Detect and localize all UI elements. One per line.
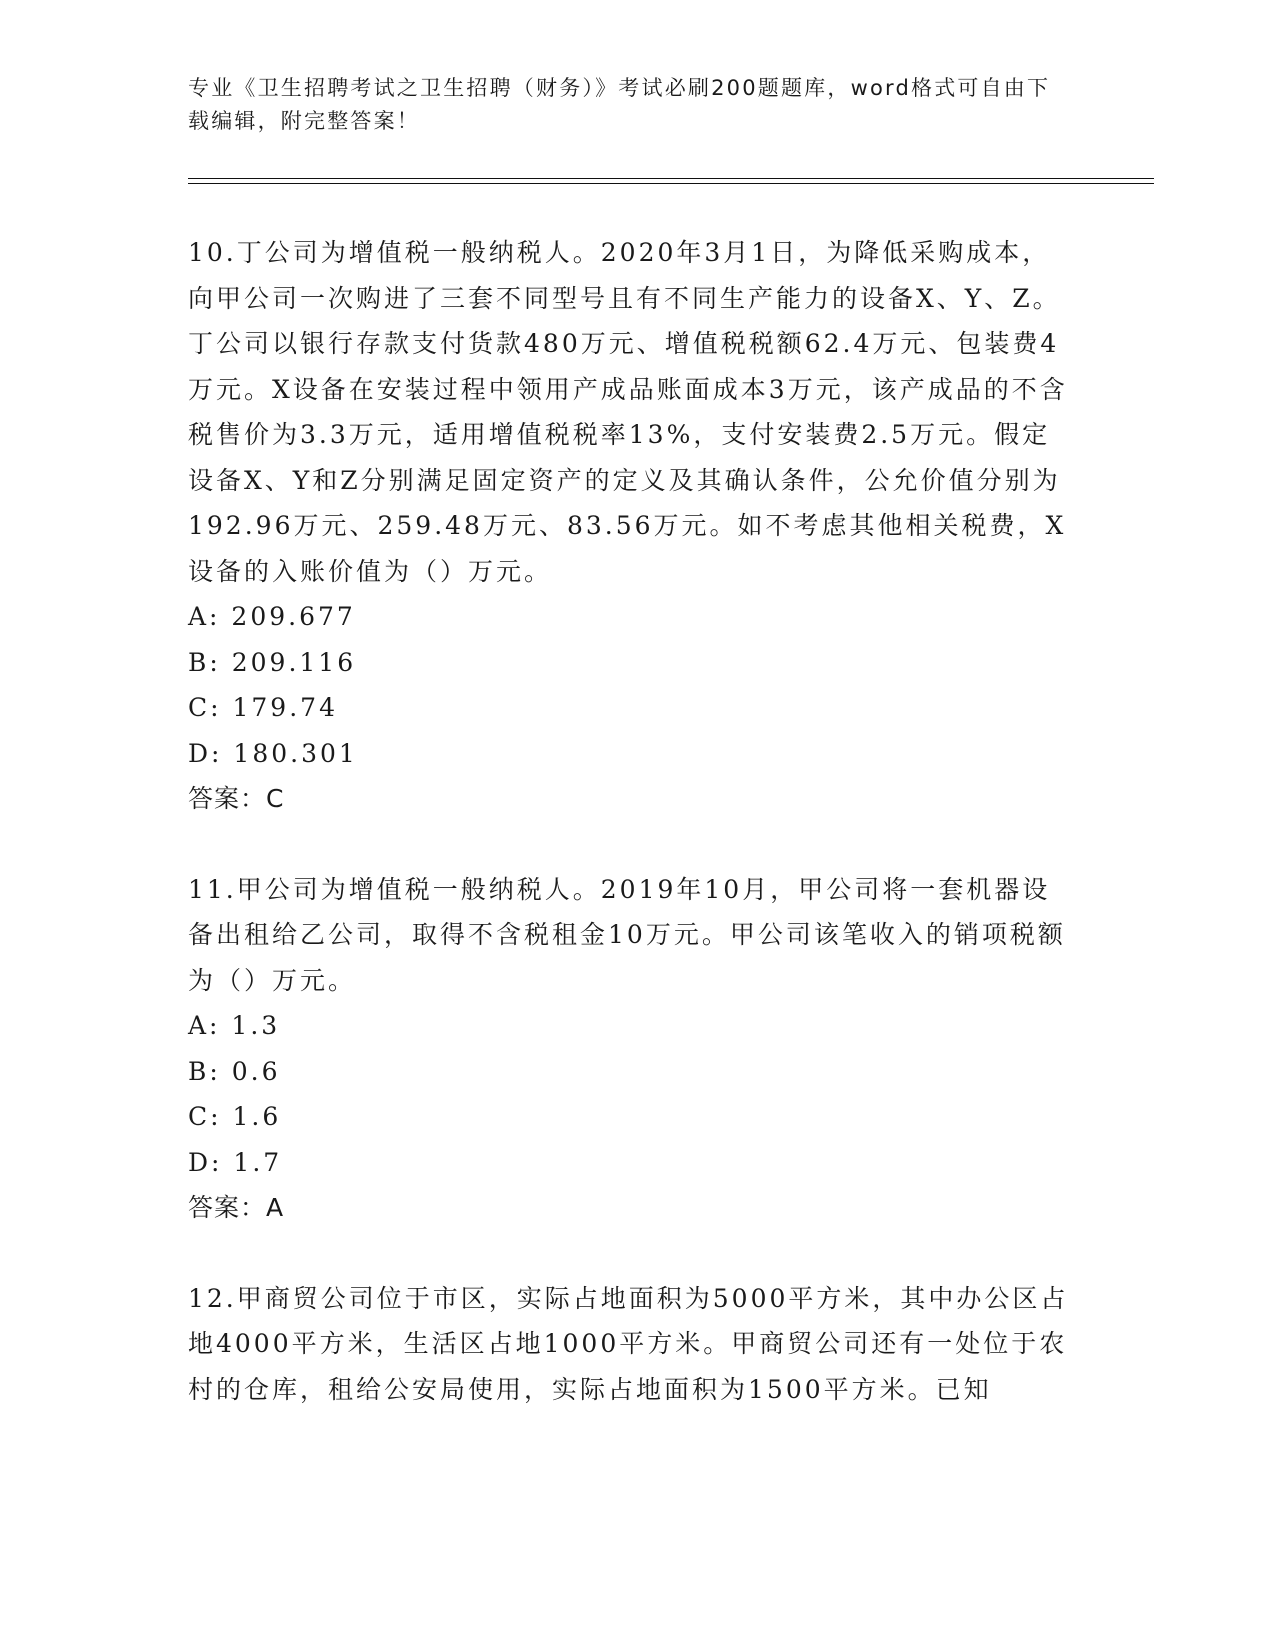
question-11 xyxy=(188,867,1078,1231)
question-stem: 10.丁公司为增值税一般纳税人。2020年3月1日，为降低采购成本，向甲公司一次购进了三套不同型号且有不同生产能力的设备X、Y、Z。丁公司以银行存款支付货款480万元、增值税税额62.4万元、包装费4万元。X设备在安装过程中领用产成品账面成本3万元，该产成品的不含税售价为3.3万元，适用增值税税率13%，支付安装费2.5万元。假定设备X、Y和Z分别满足固定资产的定义及其确认条件，公允价值分别为192.96万元、259.48万元、83.56万元。如不考虑其他相关税费，X设备的入账价值为（）万元。 xyxy=(188,238,1068,586)
answer-text: 答案：A xyxy=(188,1193,285,1222)
question-10 xyxy=(188,230,1078,822)
question-stem: 11.甲公司为增值税一般纳税人。2019年10月，甲公司将一套机器设备出租给乙公司，取得不含税租金10万元。甲公司该笔收入的销项税额为（）万元。 xyxy=(188,874,1066,995)
option-c: C: 179.74 xyxy=(188,693,338,722)
question-12 xyxy=(188,1276,1078,1413)
header-divider-top xyxy=(188,178,1154,179)
option-d: D: 180.301 xyxy=(188,738,358,768)
header-divider-bottom xyxy=(188,183,1154,184)
option-a: A: 1.3 xyxy=(188,1011,281,1040)
document-header: 专业《卫生招聘考试之卫生招聘（财务）》考试必刷200题题库，word格式可自由下载编辑，附完整答案！ xyxy=(188,76,1051,133)
question-stem: 12.甲商贸公司位于市区，实际占地面积为5000平方米，其中办公区占地4000平方米，生活区占地1000平方米。甲商贸公司还有一处位于农村的仓库，租给公安局使用，实际占地面积为1500平方米。已知 xyxy=(188,1283,1069,1404)
option-d: D: 1.7 xyxy=(188,1147,283,1177)
option-c: C: 1.6 xyxy=(188,1102,282,1131)
answer-text: 答案：C xyxy=(188,784,285,813)
question-list xyxy=(188,230,1078,1457)
option-b: B: 209.116 xyxy=(188,647,357,677)
option-b: B: 0.6 xyxy=(188,1056,281,1086)
option-a: A: 209.677 xyxy=(188,602,356,631)
